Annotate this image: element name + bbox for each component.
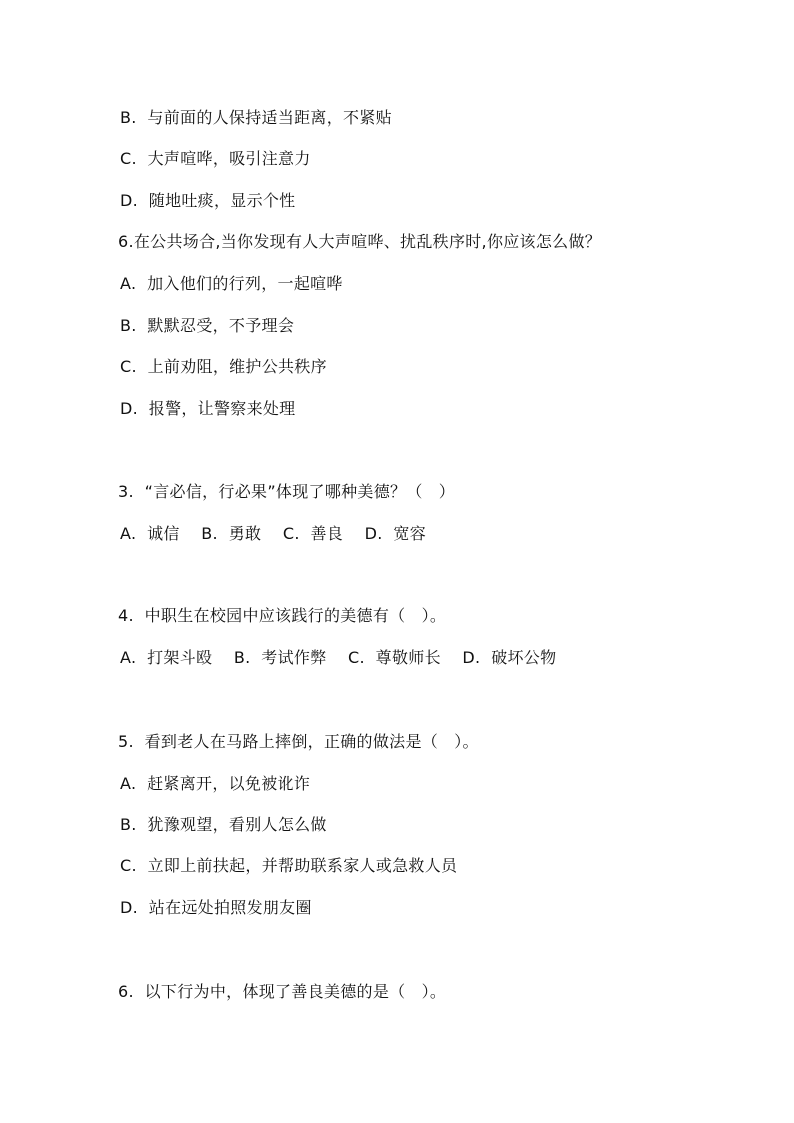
option-line: C. 上前劝阻，维护公共秩序 — [120, 357, 327, 376]
question-line: 4. 中职生在校园中应该践行的美德有（ ）。 — [118, 606, 447, 625]
option-line: A. 赶紧离开，以免被讹诈 — [120, 774, 311, 793]
option-line: A. 诚信 B. 勇敢 C. 善良 D. 宽容 — [120, 524, 426, 543]
option-line: D. 站在远处拍照发朋友圈 — [120, 898, 312, 917]
question-line: 3. “言必信，行必果”体现了哪种美德？（ ） — [118, 482, 456, 501]
option-line: C. 大声喧哗，吸引注意力 — [120, 149, 311, 168]
option-line: D. 随地吐痰，显示个性 — [120, 191, 296, 210]
question-line: 5. 看到老人在马路上摔倒，正确的做法是（ ）。 — [118, 732, 479, 751]
option-line: A. 加入他们的行列，一起喧哗 — [120, 274, 343, 293]
question-line: 6. 以下行为中，体现了善良美德的是（ ）。 — [118, 982, 447, 1001]
option-line: C. 立即上前扶起，并帮助联系家人或急救人员 — [120, 856, 458, 875]
option-line: B. 与前面的人保持适当距离，不紧贴 — [120, 108, 392, 127]
option-line: B. 默默忍受，不予理会 — [120, 316, 295, 335]
question-line: 6.在公共场合,当你发现有人大声喧哗、扰乱秩序时,你应该怎么做？ — [118, 232, 602, 251]
option-line: D. 报警，让警察来处理 — [120, 399, 296, 418]
option-line: A. 打架斗殴 B. 考试作弊 C. 尊敬师长 D. 破坏公物 — [120, 648, 557, 667]
option-line: B. 犹豫观望，看别人怎么做 — [120, 815, 327, 834]
